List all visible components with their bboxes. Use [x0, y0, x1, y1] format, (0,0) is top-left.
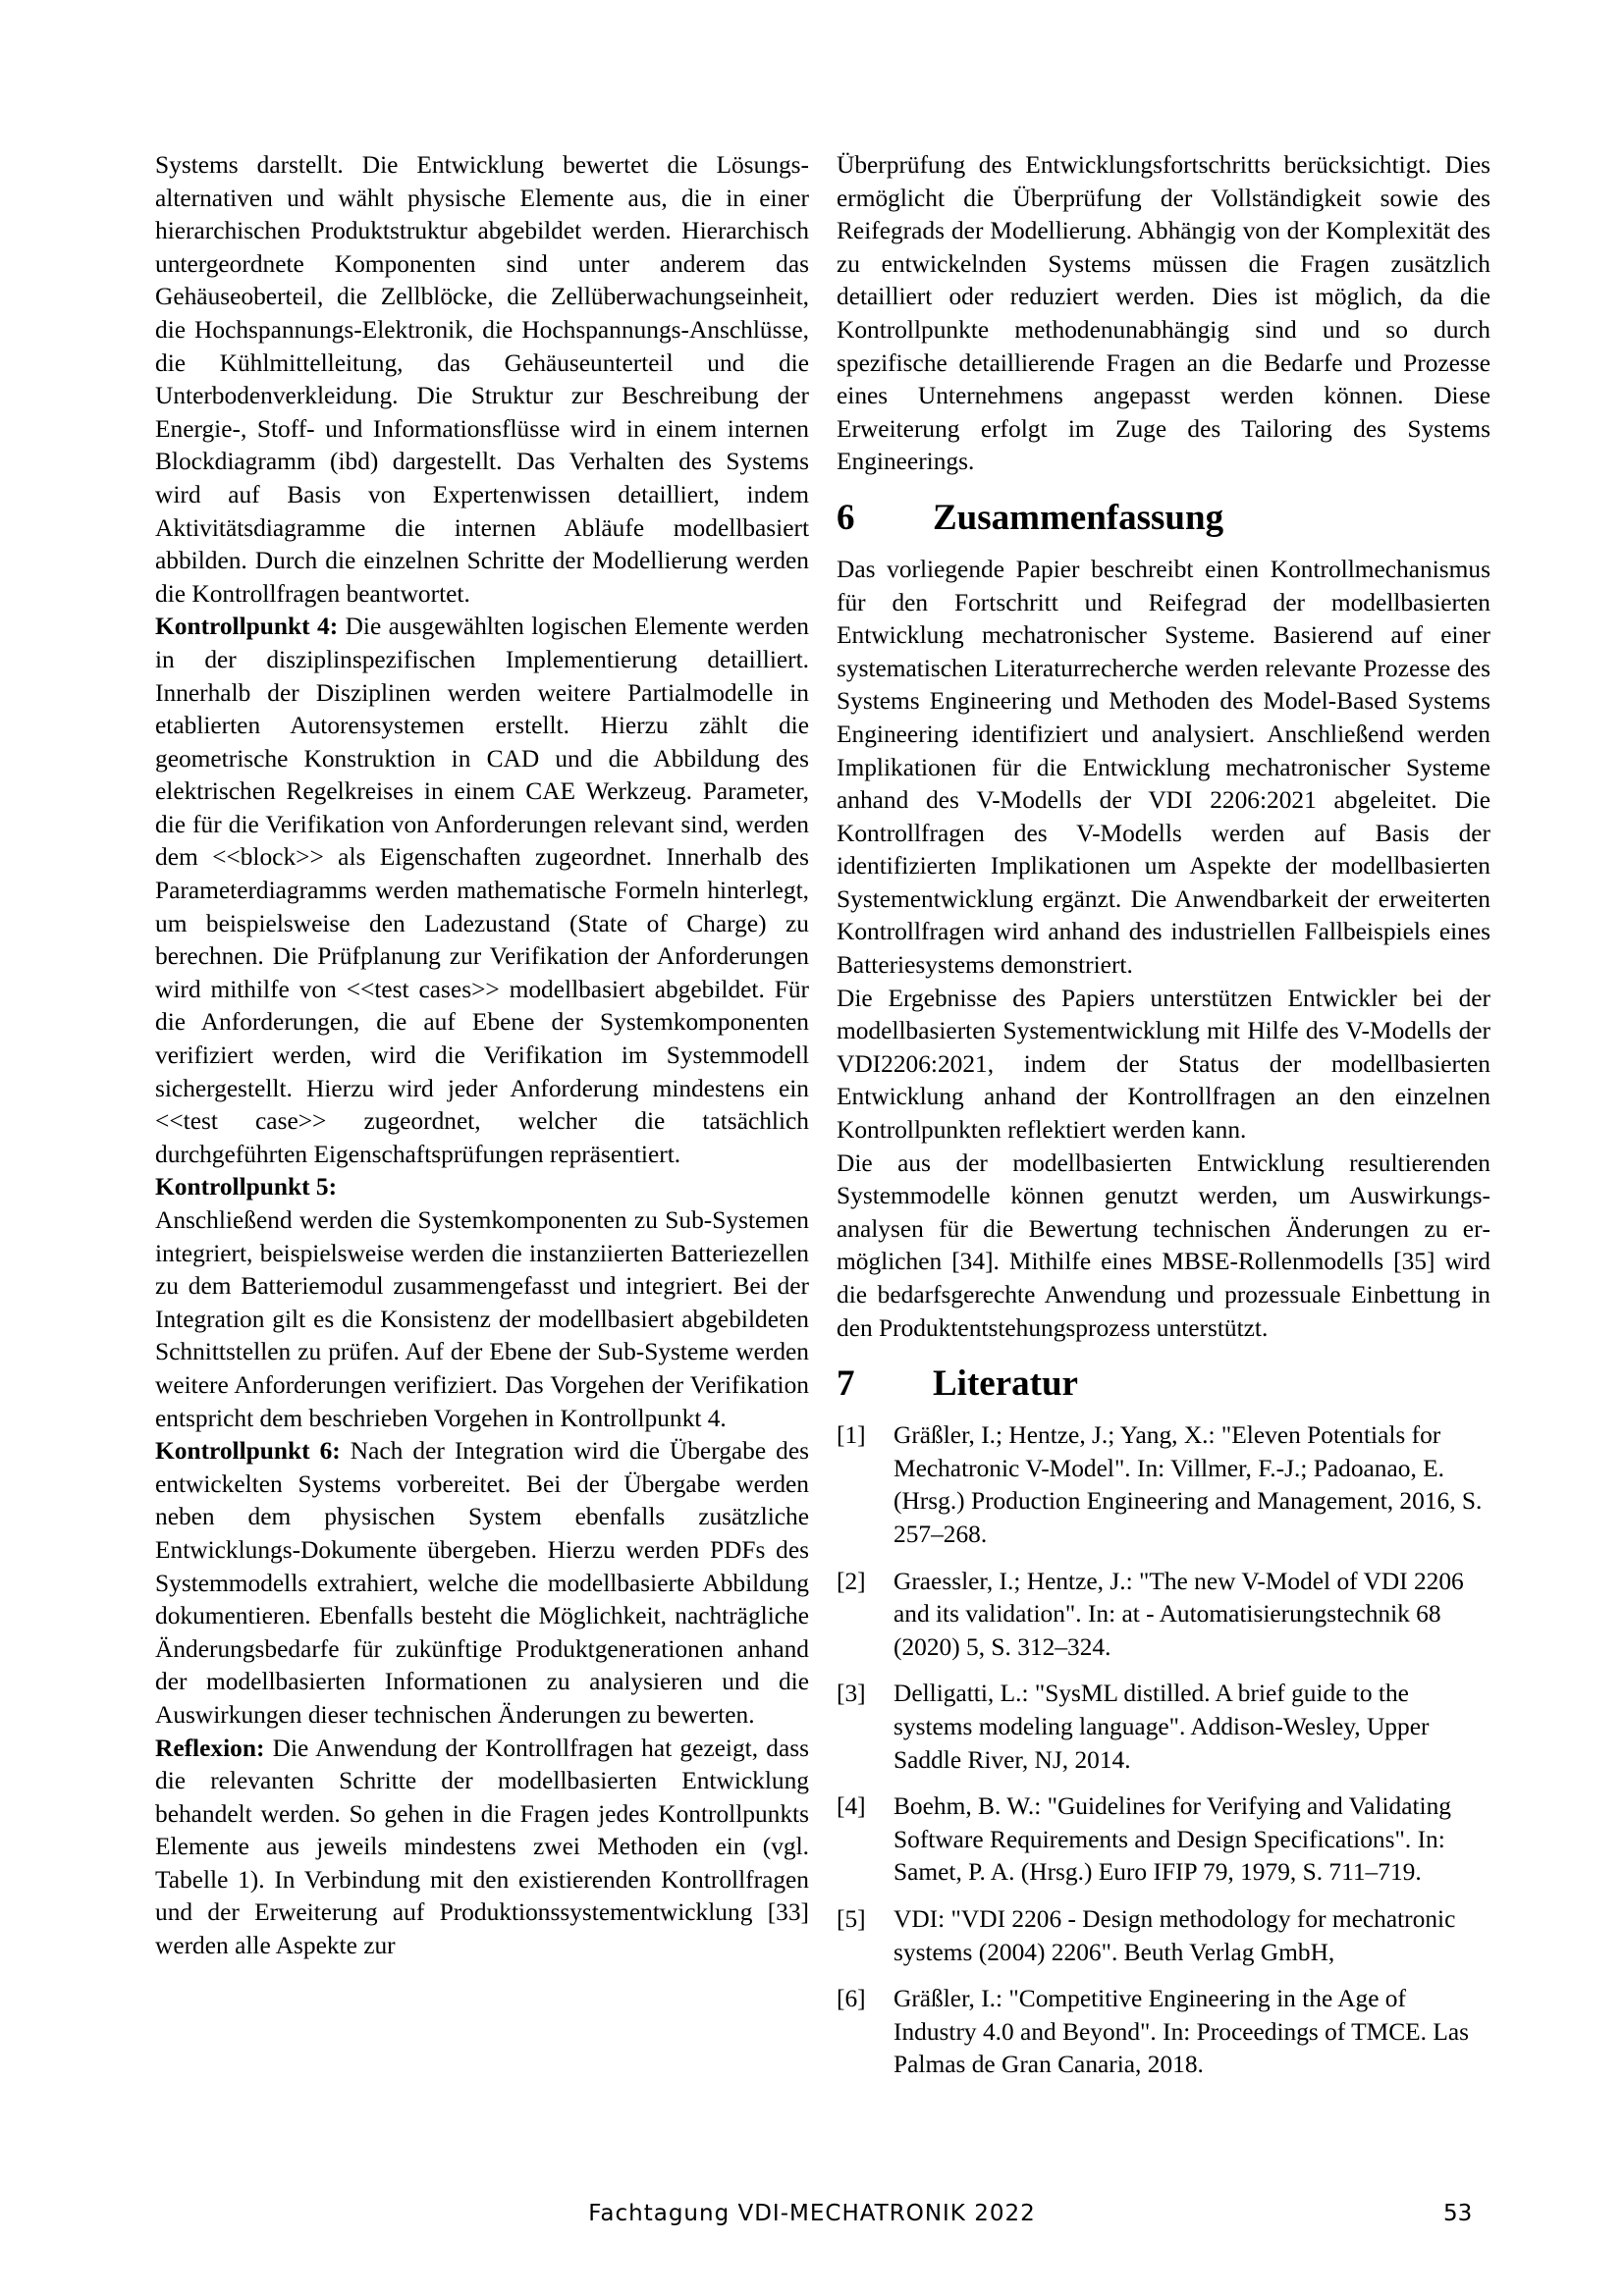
reference-number: [5]	[837, 1904, 866, 1933]
reference-number: [1]	[837, 1421, 866, 1450]
kontrollpunkt-5-heading	[155, 1171, 809, 1204]
kontrollpunkt-4-label: Kontrollpunkt 4:	[155, 613, 339, 641]
section-6-heading	[837, 497, 1490, 540]
section-7-heading	[837, 1362, 1490, 1406]
section-6-number: 6	[837, 497, 855, 538]
page-number: 53	[1443, 2201, 1473, 2226]
paragraph-kontrollpunkt-4	[155, 611, 809, 1171]
reference-text: Gräßler, I.; Hentze, J.; Yang, X.: "Eleven Potentials for Mechatronic V-Model". In: Villmer, F.-J.; Padoanao, E. (Hrsg.) Production Engineering and Management, 2016, S. 257–268.	[893, 1421, 1483, 1548]
left-column	[155, 149, 809, 1963]
reference-text: Delligatti, L.: "SysML distilled. A brief guide to the systems modeling language". Addison-Wesley, Upper Saddle River, NJ, 2014.	[893, 1680, 1430, 1774]
reference-item	[837, 1903, 1490, 1969]
section-6-title: Zusammenfassung	[933, 497, 1224, 538]
paragraph-summary-2: Die Ergebnisse des Papiers unterstützen Entwickler bei der modellbasierten Systementwicklung mit Hilfe des V-Modells der VDI2206:2021, indem der Status der modellbasierten Entwicklung anhand der Kontrollfragen an den einzelnen Kontrollpunkten reflektiert werden kann.	[837, 984, 1490, 1145]
reference-text: Graessler, I.; Hentze, J.: "The new V-Model of VDI 2206 and its validation". In: at - Automatisierungstechnik 68 (2020) 5, S. 312–324.	[893, 1567, 1464, 1661]
section-7-title: Literatur	[933, 1363, 1078, 1405]
reference-number: [6]	[837, 1985, 866, 2013]
kontrollpunkt-5-label: Kontrollpunkt 5:	[155, 1173, 338, 1201]
reflexion-text: Die Anwendung der Kontrollfragen hat gezeigt, dass die relevanten Schritte der modellbasierten Entwicklung behandelt werden. So gehen in die Fragen jedes Kontrollpunkts Elemente aus jeweils mindestens zwei Methoden ein (vgl. Tabelle 1). In Verbindung mit den existierenden Kontrollfragen und der Erweiterung auf Produktionssystementwicklung [33] werden alle Aspekte zur	[155, 1734, 809, 1960]
kontrollpunkt-6-label: Kontrollpunkt 6:	[155, 1437, 341, 1466]
reference-item	[837, 1419, 1490, 1551]
kontrollpunkt-4-text: Die ausgewählten logischen Elemente werden in der disziplinspezifischen Implementierung detailliert. Innerhalb der Disziplinen werden weitere Partialmodelle in etablierten Autorensystemen erstellt. Hierzu zählt die geometrische Konstruktion in CAD und die Abbildung des elektrischen Regelkreises in einem CAE Werkzeug. Parameter, die für die Verifikation von Anforderungen relevant sind, werden dem <<block>> als Eigenschaften zugeordnet. Innerhalb des Parameterdiagramms werden mathematische Formeln hinterlegt, um beispielsweise den Ladezustand (State of Charge) zu berechnen. Die Prüfplanung zur Verifikation der Anforderungen wird mithilfe von <<test cases>> modellbasiert abgebildet. Für die Anforderungen, die auf Ebene der Systemkomponenten verifiziert werden, wird die Verifikation im Systemmodell sichergestellt. Hierzu wird jeder Anforderung mindestens ein <<test case>> zugeordnet, welcher die tatsächlich durchgeführten Eigenschaftsprüfungen repräsentiert.	[155, 613, 809, 1168]
paragraph-summary-1: Das vorliegende Papier beschreibt einen Kontrollmechanismus für den Fortschritt und Reifegrad der modellbasierten Entwicklung mechatronischer Systeme. Basierend auf einer systematischen Literaturrecherche werden relevante Prozesse des Systems Engineering und Methoden des Model-Based Systems Engineering identifiziert und analysiert. Anschließend werden Implikationen für die Entwicklung mechatronischer Systeme anhand des V-Modells der VDI 2206:2021 abgeleitet. Die Kontrollfragen des V-Modells werden auf Basis der identifizierten Implikationen um Aspekte der modellbasierten Systementwicklung ergänzt. Die Anwendbarkeit der erweiterten Kontrollfragen wird anhand des industriellen Fallbeispiels eines Batteriesystems demonstriert.	[837, 555, 1490, 980]
right-column	[837, 149, 1490, 2096]
reference-number: [4]	[837, 1792, 866, 1821]
paragraph-reflexion	[155, 1733, 809, 1963]
reference-text: Boehm, B. W.: "Guidelines for Verifying and Validating Software Requirements and Design Specifications". In: Samet, P. A. (Hrsg.) Euro IFIP 79, 1979, S. 711–719.	[893, 1792, 1451, 1887]
footer-conference-name: Fachtagung VDI-MECHATRONIK 2022	[588, 2201, 1036, 2226]
reference-item	[837, 1566, 1490, 1665]
reference-item	[837, 1790, 1490, 1890]
paragraph-kontrollpunkt-5: Anschließend werden die Systemkomponenten zu Sub-Systemen integriert, beispielsweise werden die instanziierten Batteriezellen zu dem Batteriemodul zusammengefasst und integriert. Bei der Integration gilt es die Konsistenz der modellbasiert abgebildeten Schnittstellen zu prüfen. Auf der Ebene der Sub-Systeme werden weitere Anforderungen verifiziert. Das Vorgehen der Verifikation entspricht dem beschrieben Vorgehen in Kontrollpunkt 4.	[155, 1206, 809, 1432]
reflexion-label: Reflexion:	[155, 1734, 265, 1762]
paragraph-system-architecture: Systems darstellt. Die Entwicklung bewertet die Lösungsalternativen und wählt physische Elemente aus, die in einer hierarchischen Produktstruktur abgebildet werden. Hierarchisch untergeordnete Komponenten sind unter anderem das Gehäuseoberteil, die Zellblöcke, die Zellüberwachungseinheit, die Hochspannungs-Elektronik, die Hochspannungs-Anschlüsse, die Kühlmittelleitung, das Gehäuseunterteil und die Unterbodenverkleidung. Die Struktur zur Beschreibung der Energie-, Stoff- und Informationsflüsse wird in einem internen Blockdiagramm (ibd) dargestellt. Das Verhalten des Systems wird auf Basis von Expertenwissen detailliert, indem Aktivitätsdiagramme die internen Abläufe modellbasiert abbilden. Durch die einzelnen Schritte der Modellierung werden die Kontrollfragen beantwortet.	[155, 151, 809, 608]
paragraph-kontrollpunkt-6	[155, 1435, 809, 1732]
reference-item	[837, 1983, 1490, 2082]
paragraph-continuation: Überprüfung des Entwicklungsfortschritts berücksichtigt. Dies ermöglicht die Überprüfung der Vollständigkeit sowie des Reifegrads der Modellierung. Abhängig von der Komplexität des zu entwickelnden Systems müssen die Fragen zusätzlich detailliert oder reduziert werden. Dies ist möglich, da die Kontrollpunkte methodenunabhängig sind und so durch spezifische detaillierende Fragen an die Bedarfe und Prozesse eines Unternehmens angepasst werden können. Diese Erweiterung erfolgt im Zuge des Tailoring des Systems Engineerings.	[837, 151, 1490, 476]
paragraph-summary-3: Die aus der modellbasierten Entwicklung resultierenden Systemmodelle können genutzt werden, um Auswirkungsanalysen für die Bewertung technischen Änderungen zu ermöglichen [34]. Mithilfe eines MBSE-Rollenmodells [35] wird die bedarfsgerechte Anwendung und prozessuale Einbettung in den Produktentstehungsprozess unterstützt.	[837, 1148, 1490, 1342]
reference-list	[837, 1419, 1490, 2082]
section-7-number: 7	[837, 1363, 855, 1405]
reference-number: [2]	[837, 1567, 866, 1595]
reference-number: [3]	[837, 1680, 866, 1708]
reference-text: Gräßler, I.: "Competitive Engineering in the Age of Industry 4.0 and Beyond". In: Proceedings of TMCE. Las Palmas de Gran Canaria, 2018.	[893, 1985, 1470, 2079]
kontrollpunkt-6-text: Nach der Integration wird die Übergabe des entwickelten Systems vorbereitet. Bei der Übergabe werden neben dem physischen System ebenfalls zusätzliche Entwicklungs-Dokumente übergeben. Hierzu werden PDFs des Systemmodells extrahiert, welche die modellbasierte Abbildung dokumentieren. Ebenfalls besteht die Möglichkeit, nachträgliche Änderungsbedarfe für zukünftige Produktgenerationen anhand der modellbasierten Informationen zu analysieren und die Auswirkungen dieser technischen Änderungen zu bewerten.	[155, 1437, 810, 1729]
reference-text: VDI: "VDI 2206 - Design methodology for mechatronic systems (2004) 2206". Beuth Verlag GmbH,	[893, 1904, 1456, 1966]
reference-item	[837, 1678, 1490, 1777]
